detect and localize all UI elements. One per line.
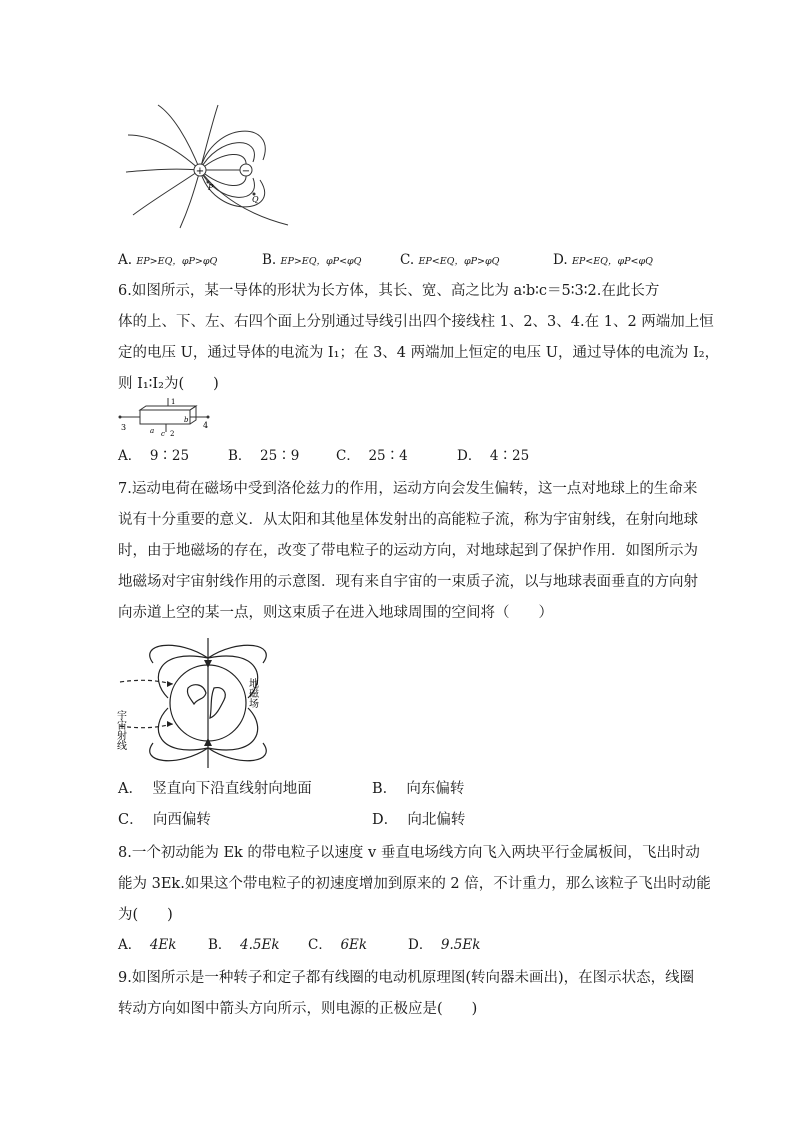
q8-line-3: 为( ) xyxy=(118,907,173,923)
option-key: A． xyxy=(118,937,142,953)
q9-line-1: 9.如图所示是一种转子和定子都有线圈的电动机原理图(转向器未画出)，在图示状态，线圈 xyxy=(118,970,695,986)
terminal-4-label: 4 xyxy=(203,421,209,430)
option-key: C． xyxy=(308,937,332,953)
option-key: A． xyxy=(118,781,143,797)
q7-line-4: 地磁场对宇宙射线作用的示意图．现有来自宇宙的一束质子流，以与地球表面垂直的方向射 xyxy=(118,574,698,590)
q6-option-a xyxy=(118,447,189,465)
option-key: D． xyxy=(372,812,399,828)
side-c-label: c xyxy=(161,430,165,438)
q8-option-b xyxy=(208,936,280,954)
option-text: 25∶4 xyxy=(368,448,408,464)
q7-line-1: 7.运动电荷在磁场中受到洛伦兹力的作用，运动方向会发生偏转，这一点对地球上的生命来 xyxy=(118,481,698,497)
q5-option-c xyxy=(400,251,499,271)
q8-option-c xyxy=(308,936,367,954)
option-text: EP>EQ，φP<φQ xyxy=(280,256,362,267)
option-text: EP<EQ，φP<φQ xyxy=(571,256,653,267)
option-text: 9.5Ek xyxy=(440,937,481,953)
terminal-3-label: 3 xyxy=(121,423,127,432)
q6-line-2: 体的上、下、左、右四个面上分别通过导线引出四个接线柱 1、2、3、4.在 1、2 两端加上恒 xyxy=(118,314,714,330)
terminal-2-label: 2 xyxy=(170,430,175,438)
positive-charge-label: + xyxy=(195,166,205,177)
option-text: 向东偏转 xyxy=(406,781,465,797)
option-key: D． xyxy=(408,937,433,953)
cosmic-ray-label: 宇宙射线 xyxy=(114,710,126,750)
option-text: 4∶25 xyxy=(489,448,530,464)
q5-option-b xyxy=(262,251,361,271)
q7-line-2: 说有十分重要的意义．从太阳和其他星体发射出的高能粒子流，称为宇宙射线，在射向地球 xyxy=(118,512,698,528)
option-text: 4Ek xyxy=(149,937,177,953)
option-text: EP>EQ，φP>φQ xyxy=(136,256,218,267)
field-lines-diagram xyxy=(118,100,298,230)
side-a-label: a xyxy=(150,427,155,435)
option-key: A. xyxy=(118,252,133,268)
option-key: A． xyxy=(118,448,142,464)
terminal-1-label: 1 xyxy=(171,398,176,406)
q6-option-b xyxy=(228,447,299,465)
q7-line-3: 时，由于地磁场的存在，改变了带电粒子的运动方向，对地球起到了保护作用．如图所示为 xyxy=(118,543,698,559)
option-key: C. xyxy=(400,252,415,268)
option-key: C． xyxy=(336,448,360,464)
option-key: D. xyxy=(553,252,568,268)
option-key: B. xyxy=(262,252,277,268)
point-p-label: P xyxy=(208,183,214,192)
q7-option-d xyxy=(372,811,465,829)
q5-option-a xyxy=(118,251,217,271)
conductor-block-diagram xyxy=(118,398,213,438)
q7-option-c xyxy=(118,811,211,829)
option-text: EP<EQ，φP>φQ xyxy=(418,256,500,267)
earth-magnetic-field-diagram xyxy=(114,638,278,768)
q8-option-d xyxy=(408,936,480,954)
option-key: D． xyxy=(457,448,482,464)
option-key: C． xyxy=(118,812,144,828)
q6-line-4: 则 I₁∶I₂为( ) xyxy=(118,376,219,392)
option-text: 25∶9 xyxy=(260,448,300,464)
side-b-label: b xyxy=(184,416,189,424)
q9-line-2: 转动方向如图中箭头方向所示，则电源的正极应是( ) xyxy=(118,1001,478,1017)
q6-line-1: 6.如图所示，某一导体的形状为长方体，其长、宽、高之比为 a∶b∶c＝5∶3∶2.在此长方 xyxy=(118,283,660,299)
conductor-block-figure xyxy=(118,398,213,438)
q8-line-2: 能为 3Ek.如果这个带电粒子的初速度增加到原来的 2 倍，不计重力，那么该粒子飞出时动能 xyxy=(118,876,711,892)
option-key: B． xyxy=(228,448,252,464)
q6-line-3: 定的电压 U，通过导体的电流为 I₁；在 3、4 两端加上恒定的电压 U，通过导体的电流为 I₂， xyxy=(118,345,720,361)
q8-option-a xyxy=(118,936,176,954)
option-key: B． xyxy=(208,937,232,953)
negative-charge-label: − xyxy=(241,166,251,177)
geomagnetic-field-label: 地磁场 xyxy=(246,678,258,708)
option-text: 竖直向下沿直线射向地面 xyxy=(152,781,312,797)
option-text: 向西偏转 xyxy=(152,812,211,828)
q7-line-5: 向赤道上空的某一点，则这束质子在进入地球周围的空间将（ ） xyxy=(118,605,553,621)
field-lines-figure xyxy=(118,100,298,230)
option-text: 4.5Ek xyxy=(240,937,280,953)
option-text: 9∶25 xyxy=(149,448,190,464)
earth-magnetic-field-figure xyxy=(114,638,278,768)
option-key: B． xyxy=(372,781,398,797)
option-text: 6Ek xyxy=(340,937,368,953)
q7-option-a xyxy=(118,780,312,798)
q5-option-d xyxy=(553,251,653,271)
q7-option-b xyxy=(372,780,464,798)
q8-line-1: 8.一个初动能为 Ek 的带电粒子以速度 v 垂直电场线方向飞入两块平行金属板间，飞出时动 xyxy=(118,845,700,861)
point-q-label: Q xyxy=(252,195,259,204)
q6-option-d xyxy=(457,447,529,465)
q6-option-c xyxy=(336,447,408,465)
option-text: 向北偏转 xyxy=(407,812,466,828)
